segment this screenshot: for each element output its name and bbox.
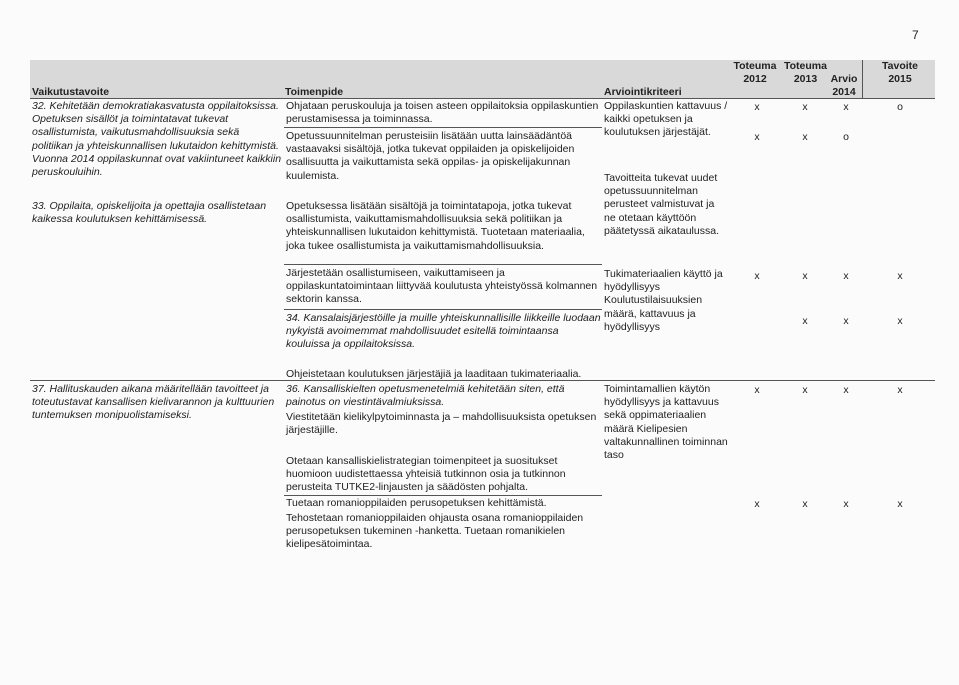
header-2015: Tavoite 2015: [882, 60, 918, 85]
action-text: Ohjataan peruskouluja ja toisen asteen oppilaitoksia oppilaskuntien perustamisessa ja toiminnassa.: [286, 100, 599, 126]
action-text: Ohjeistetaan koulutuksen järjestäjiä ja laaditaan tukimateriaalia.: [286, 368, 582, 380]
action-text: Tuetaan romanioppilaiden perusopetuksen kehittämistä.: [286, 497, 547, 509]
goal-33: 33. Oppilaita, opiskelijoita ja opettajia osallistetaan kaikessa koulutuksen kehittämisessä.: [32, 200, 267, 226]
mark-2012: x: [754, 498, 760, 510]
header-action: Toimenpide: [285, 86, 344, 98]
mark-2013: x: [802, 384, 808, 396]
action-text: Viestitetään kielikylpytoiminnasta ja – mahdollisuuksista opetuksen järjestäjille.: [286, 411, 597, 437]
row-divider: [284, 127, 602, 128]
criterion-text: Tukimateriaalien käyttö ja hyödyllisyys Koulutustilaisuuksien määrä, kattavuus ja hyödyllisyys: [604, 268, 723, 333]
header-2014: Arvio 2014: [830, 73, 858, 98]
mark-2015: o: [897, 101, 903, 113]
mark-2014: x: [843, 315, 849, 327]
goal-37: 37. Hallituskauden aikana määritellään tavoitteet ja toteutustavat kansallisen kielivarannon ja kulttuurien tuntemuksen monipuolistamiseksi.: [32, 383, 275, 422]
header-goal: Vaikutustavoite: [32, 86, 110, 98]
header-criterion: Arviointikriteeri: [604, 86, 682, 98]
action-text: Järjestetään osallistumiseen, vaikuttamiseen ja oppilaskuntatoimintaan liittyvää koulutusta yhteistyössä kolmannen sektorin kanssa.: [286, 267, 598, 306]
mark-2015: x: [897, 384, 903, 396]
mark-2013: x: [802, 131, 808, 143]
action-text: 34. Kansalaisjärjestöille ja muille yhteiskunnallisille liikkeille luodaan nykyistä avoimemmat mahdollisuudet esitellä toimintaansa kouluissa ja oppilaitoksissa.: [286, 312, 601, 351]
mark-2015: x: [897, 315, 903, 327]
row-divider: [284, 309, 602, 310]
criterion-text: Oppilaskuntien kattavuus / kaikki opetuksen ja koulutuksen järjestäjät.: [604, 100, 728, 139]
action-text: 36. Kansalliskielten opetusmenetelmiä kehitetään siten, että painotus on viestintävalmiuksissa.: [286, 383, 565, 409]
mark-2012: x: [754, 101, 760, 113]
action-text: Opetuksessa lisätään sisältöjä ja toimintatapoja, jotka tukevat osallistumista, vaikuttamismahdollisuuksia sekä politiikan ja yhteiskunnallisen lukutaidon kehittymistä. Tuotetaan materiaalia, joka tukee osallistumista ja vaikuttamismahdollisuuksia.: [286, 200, 585, 252]
mark-2015: x: [897, 498, 903, 510]
criterion-text: Toimintamallien käytön hyödyllisyys ja kattavuus sekä oppimateriaalien määrä Kielipesien valtakunnallinen toiminnan taso: [604, 383, 728, 462]
mark-2014: x: [843, 101, 849, 113]
action-text: Otetaan kansalliskielistrategian toimenpiteet ja suositukset huomioon uudistettaessa yhteisiä tutkinnon osia ja tutkinnon perusteita TUTKE2-linjausten ja säädösten pohjalta.: [286, 455, 566, 494]
mark-2014: o: [843, 131, 849, 143]
criterion-text: Tavoitteita tukevat uudet opetussuunnitelman perusteet valmistuvat ja ne otetaan käyttöön päätetyssä aikataulussa.: [604, 172, 719, 237]
mark-2014: x: [843, 498, 849, 510]
mark-2014: x: [843, 384, 849, 396]
mark-2013: x: [802, 270, 808, 282]
action-text: Tehostetaan romanioppilaiden ohjausta osana romanioppilaiden perusopetuksen tukeminen -hanketta. Tuetaan romanikielen kielipesätoimintaa.: [286, 512, 584, 551]
header-2012: Toteuma 2012: [733, 60, 777, 85]
mark-2014: x: [843, 270, 849, 282]
column-divider: [862, 60, 863, 98]
mark-2015: x: [897, 270, 903, 282]
row-divider: [284, 264, 602, 265]
row-divider: [284, 495, 602, 496]
action-text: Opetussuunnitelman perusteisiin lisätään uutta lainsäädäntöä vastaavaksi sisältöjä, jotka tukevat oppilaiden ja opiskelijoiden osallisuutta ja vaikuttamista sekä oppilas- ja opiskelijakunnan kuulemista.: [286, 130, 575, 182]
mark-2013: x: [802, 498, 808, 510]
mark-2012: x: [754, 384, 760, 396]
header-2013: Toteuma 2013: [784, 60, 827, 85]
mark-2013: x: [802, 101, 808, 113]
mark-2012: x: [754, 131, 760, 143]
page-number: 7: [912, 28, 919, 42]
mark-2013: x: [802, 315, 808, 327]
mark-2012: x: [754, 270, 760, 282]
header-divider: [30, 98, 935, 99]
goal-32: 32. Kehitetään demokratiakasvatusta oppilaitoksissa. Opetuksen sisällöt ja toimintatavat tukevat osallistumista, vaikutusmahdollisuuksia sekä politiikan ja yhteiskunnallisen lukutaidon kehittymistä. Vuonna 2014 oppilaskunnat ovat vakiintuneet kaikkiin peruskouluihin.: [32, 100, 282, 179]
